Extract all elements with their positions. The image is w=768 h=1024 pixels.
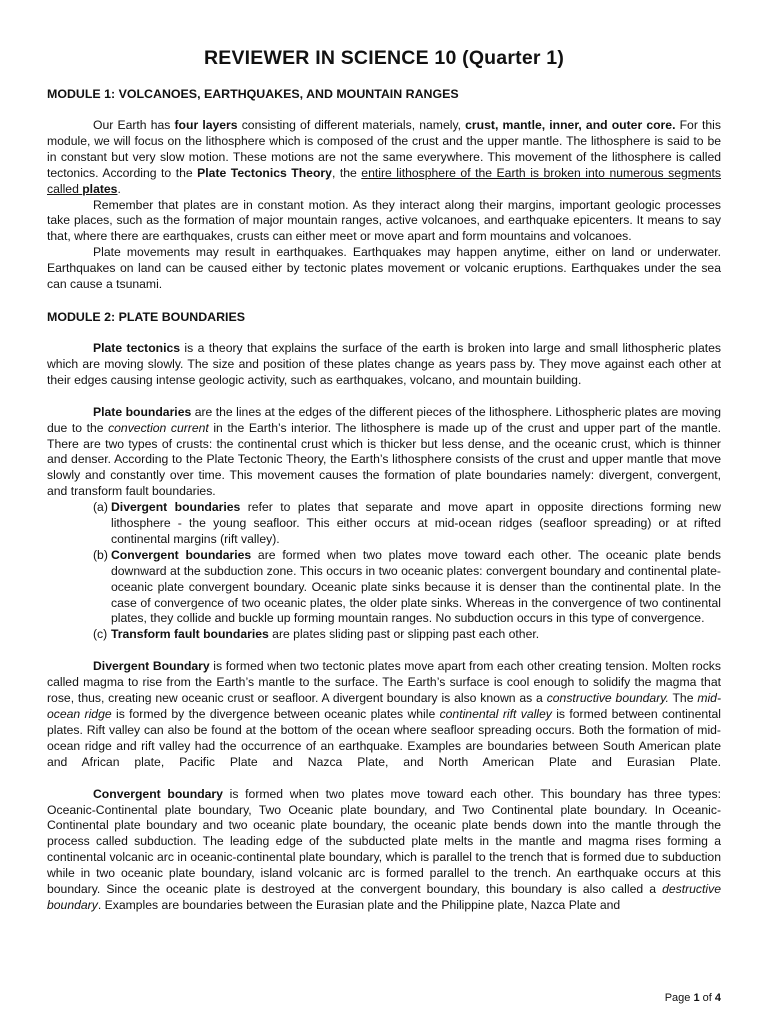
- bold-term: Convergent boundary: [93, 786, 223, 801]
- document-body: [47, 86, 721, 914]
- text-span: are plates sliding past or slipping past each other.: [268, 627, 540, 642]
- italic-term: destructive boundary: [47, 882, 721, 912]
- text-span: are the lines at the edges of the different pieces of the lithosphere. Lithospheric plates are moving due to the: [47, 404, 721, 435]
- text-span: Our Earth has: [93, 118, 175, 132]
- module1-paragraph-3: Plate movements may result in earthquakes. Earthquakes may happen anytime, either on land or underwater. Earthquakes on land can be caused either by tectonic plates movement or volcanic eruptions. Earthquakes under the sea can cause a tsunami.: [47, 245, 721, 292]
- page-title: REVIEWER IN SCIENCE 10 (Quarter 1): [203, 47, 565, 69]
- bold-term: Plate Tectonics Theory: [197, 165, 332, 180]
- text-span: . Examples are boundaries between the Eurasian plate and the Philippine plate, Nazca Plate and: [97, 897, 621, 912]
- bold-term: Plate tectonics: [93, 340, 181, 355]
- module1-paragraph-1: [47, 118, 721, 198]
- italic-term: convection current: [108, 420, 209, 435]
- module1-paragraph-2: Remember that plates are in constant motion. As they interact along their margins, important geologic processes take places, such as the formation of major mountain ranges, active volcanoes, and earthquake epicenters. It means to say that, where there are earthquakes, crusts can either meet or move apart and form mountains and volcanoes.: [47, 197, 721, 244]
- text-span: refer to plates that separate and move apart in opposite directions forming new lithosphere - the young seafloor. This either occurs at mid-ocean ridges (seafloor spreading) or at rifted continental margins (rift valley).: [111, 500, 721, 546]
- text-span: The: [668, 691, 698, 706]
- footer-text: of: [699, 992, 715, 1004]
- italic-term: mid-ocean ridge: [47, 691, 722, 721]
- spacer: [47, 389, 721, 405]
- footer-text: Page: [664, 992, 694, 1004]
- boundary-types-list: [47, 500, 721, 643]
- text-span: are formed when two plates move toward each other. The oceanic plate bends downward at the subduction zone. This occurs in two oceanic plates: convergent boundary and continental plate-oceanic plate convergent boundary. Oceanic plate sinks because it is denser than the continental plate. In the case of convergence of two oceanic plates, the older plate sinks. Whereas in the convergence of two continental plates, they collide and buckle up forming mountain ranges. No subduction occurs in this type of convergence.: [111, 547, 721, 626]
- list-item: [93, 627, 721, 643]
- bold-term: Transform fault boundaries: [111, 627, 269, 642]
- italic-term: continental rift valley: [439, 707, 552, 721]
- module1-heading: MODULE 1: VOLCANOES, EARTHQUAKES, AND MOUNTAIN RANGES: [47, 87, 459, 101]
- bold-term: Divergent boundaries: [111, 500, 241, 515]
- text-span: is formed when two tectonic plates move apart from each other creating tension. Molten rocks called magma to rise from the Earth’s mantle to the surface. The Earth’s surface is cool enough to solidify the magma that rose, thus, creating new oceanic crust or seafloor. A divergent boundary is also known as a: [47, 659, 721, 706]
- list-item: [93, 500, 721, 548]
- bold-term: Divergent Boundary: [93, 659, 210, 674]
- text-span: is a theory that explains the surface of the earth is broken into large and small lithospheric plates which are moving slowly. The size and position of these plates change as years pass by. They move against each other at their edges causing intense geologic activity, such as earthquakes, volcano, and mountain building.: [47, 340, 721, 387]
- module2-heading: MODULE 2: PLATE BOUNDARIES: [47, 309, 246, 324]
- spacer: [47, 293, 721, 309]
- spacer: [47, 771, 721, 787]
- text-span: , the: [331, 165, 362, 180]
- bold-term: four layers: [174, 118, 238, 132]
- list-label: (b): [93, 547, 108, 562]
- module2-paragraph-divergent-boundary: [47, 659, 721, 770]
- bold-underlined-term: plates: [82, 181, 118, 196]
- text-span: is formed between continental plates. Rift valley can also be found at the bottom of the ocean where seafloor spreading occurs. Both the formation of mid-ocean ridge and rift valley had the occurrence of an earthquake. Examples are boundaries between South American plate and African plate, Pacific Plate and Nazca Plate, and North American Plate and Eurasian Plate.: [47, 707, 721, 769]
- list-label: (a): [93, 500, 108, 515]
- module2-paragraph-convergent-boundary: [47, 787, 721, 914]
- module2-paragraph-plate-tectonics: [47, 341, 721, 389]
- text-span: For this module, we will focus on the lithosphere which is composed of the crust and the upper mantle. The lithosphere is said to be in constant but very slow motion. These motions are not the same everywhere. This movement of the lithosphere is called tectonics. According to the: [47, 118, 721, 180]
- spacer: [47, 643, 721, 659]
- bold-term: Plate boundaries: [93, 404, 192, 419]
- current-page-number: 1: [693, 992, 700, 1004]
- italic-term: constructive boundary.: [546, 691, 669, 706]
- bold-term: crust, mantle, inner, and outer core.: [465, 118, 676, 132]
- list-label: (c): [93, 627, 108, 642]
- text-span: is formed by the divergence between oceanic plates while: [111, 707, 440, 721]
- text-span: .: [117, 181, 121, 196]
- bold-term: Convergent boundaries: [111, 547, 252, 562]
- module2-paragraph-plate-boundaries: [47, 405, 721, 500]
- total-page-count: 4: [714, 992, 721, 1004]
- text-span: consisting of different materials, namely,: [237, 118, 466, 132]
- text-span: in the Earth’s interior. The lithosphere is made up of the crust and upper part of the mantle. There are two types of crusts: the continental crust which is thicker but less dense, and the oceanic crust, which is thinner and denser. According to the Plate Tectonic Theory, the Earth’s lithosphere consists of the crust and upper mantle that move slowly and constantly over time. This movement causes the formation of plate boundaries namely: divergent, convergent, and transform fault boundaries.: [47, 420, 721, 499]
- underlined-text: entire lithosphere of the Earth is broken into numerous segments called: [47, 165, 721, 196]
- text-span: is formed when two plates move toward each other. This boundary has three types: Oceanic-Continental plate boundary, Two Oceanic plate boundary, and Two Continental plate boundary. In Oceanic-Continental plate boundary and two oceanic plate boundary, the oceanic plate bends down into the mantle through the process called subduction. The leading edge of the subducted plate melts in the mantle and magma rises forming a continental volcanic arc in oceanic-continental plate boundary, which is parallel to the trench that is formed due to subduction while in two oceanic plate boundary, island volcanic arc is formed parallel to the trench. An earthquake occurs at this boundary. Since the oceanic plate is destroyed at the convergent boundary, this boundary is also called a: [47, 786, 722, 897]
- list-item: [93, 548, 721, 628]
- page-number-footer: [665, 992, 721, 1004]
